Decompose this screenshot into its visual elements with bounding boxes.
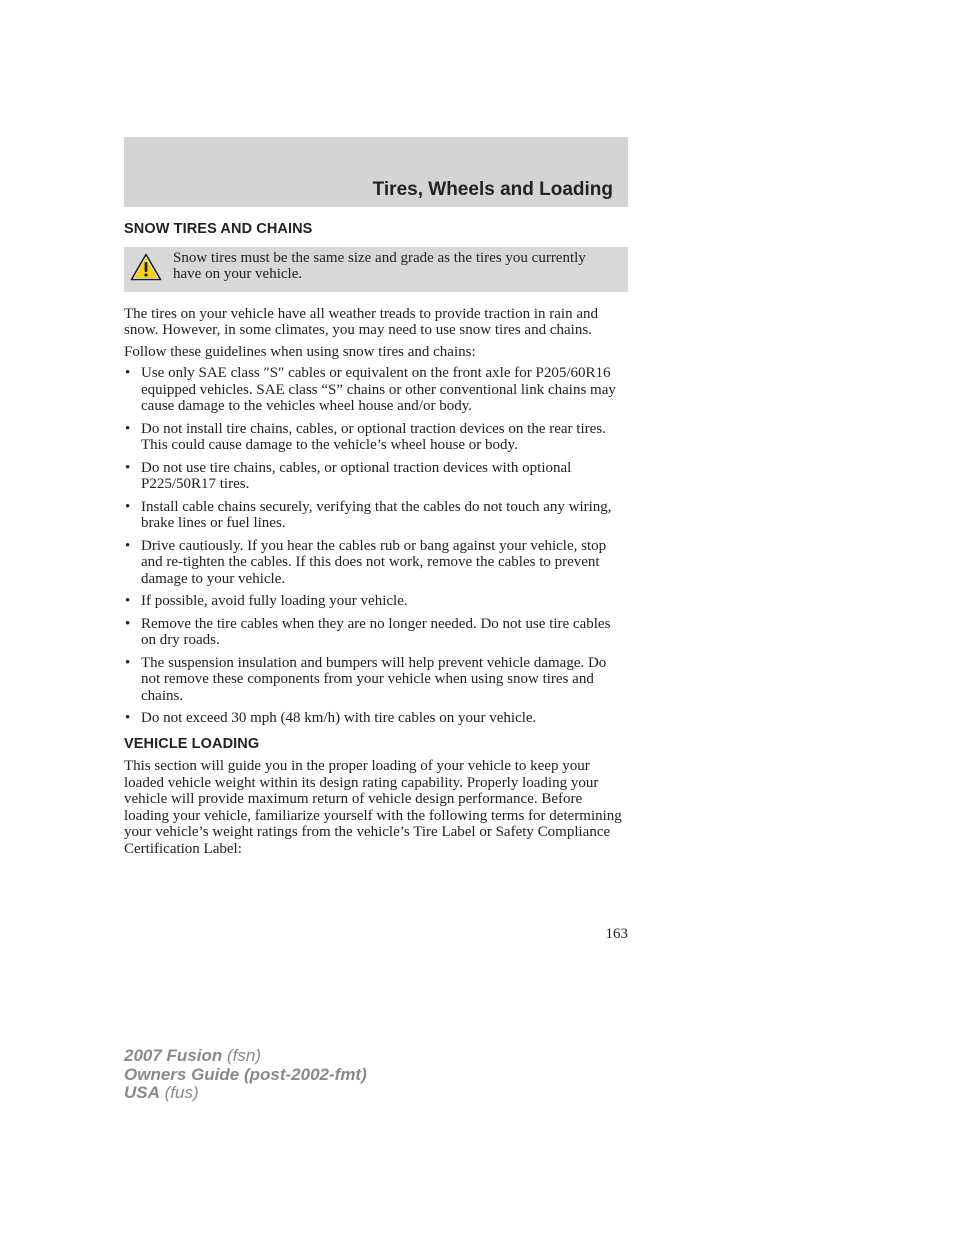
warning-triangle-icon	[130, 253, 162, 281]
footer-market: USA	[124, 1083, 160, 1102]
list-item-text: Do not use tire chains, cables, or optional traction devices with optional P225/50R17 tires.	[141, 459, 572, 492]
list-item-text: Do not exceed 30 mph (48 km/h) with tire cables on your vehicle.	[141, 710, 537, 726]
footer-model: 2007 Fusion	[124, 1046, 223, 1065]
guidelines-list	[124, 365, 628, 727]
bullet-marker: •	[125, 654, 131, 671]
section-heading-vehicle-loading: VEHICLE LOADING	[124, 735, 260, 752]
guidelines-intro: Follow these guidelines when using snow tires and chains:	[124, 343, 476, 360]
bullet-marker: •	[125, 710, 131, 726]
warning-box	[124, 247, 628, 292]
list-item-text: Use only SAE class ″S″ cables or equivalent on the front axle for P205/60R16 equipped vehicles. SAE class “S” chains or other conventional link chains may cause damage to the vehicles wheel house and/or body.	[141, 365, 616, 414]
footer-market-code: (fus)	[164, 1083, 199, 1102]
bullet-marker: •	[125, 459, 131, 476]
list-item	[124, 616, 628, 649]
bullet-marker: •	[125, 593, 131, 609]
page-number: 163	[605, 926, 628, 942]
chapter-title: Tires, Wheels and Loading	[372, 179, 613, 200]
chapter-header	[124, 137, 628, 207]
vehicle-loading-paragraph: This section will guide you in the proper loading of your vehicle to keep your loaded vehicle weight within its design rating capability. Properly loading your vehicle will provide maximum return of vehicle design performance. Before loading your vehicle, familiarize yourself with the following terms for determining your vehicle’s weight ratings from the vehicle’s Tire Label or Safety Compliance Certification Label:	[124, 758, 622, 857]
section-heading-snow-tires: SNOW TIRES AND CHAINS	[124, 221, 313, 237]
list-item-text: If possible, avoid fully loading your vehicle.	[141, 593, 408, 609]
list-item	[124, 593, 628, 610]
document-footer	[124, 1047, 367, 1103]
footer-model-code: (fsn)	[227, 1046, 261, 1065]
list-item	[124, 365, 628, 415]
list-item-text: Drive cautiously. If you hear the cables rub or bang against your vehicle, stop and re-tighten the cables. If this does not work, remove the cables to prevent damage to your vehicle.	[141, 537, 607, 587]
list-item-text: Do not install tire chains, cables, or optional traction devices on the rear tires. This could cause damage to the vehicle’s wheel house or body.	[141, 420, 606, 453]
warning-text: Snow tires must be the same size and grade as the tires you currently have on your vehicle.	[173, 249, 586, 282]
bullet-marker: •	[125, 498, 131, 515]
footer-line-model	[124, 1047, 367, 1066]
list-item	[124, 421, 628, 454]
page-content	[124, 221, 628, 857]
bullet-marker: •	[125, 615, 131, 632]
list-item-text: Remove the tire cables when they are no longer needed. Do not use tire cables on dry roads.	[141, 615, 611, 648]
list-item	[124, 460, 628, 493]
bullet-marker: •	[125, 537, 131, 554]
intro-paragraph: The tires on your vehicle have all weather treads to provide traction in rain and snow. However, in some climates, you may need to use snow tires and chains.	[124, 305, 598, 338]
list-item	[124, 655, 628, 705]
footer-line-market	[124, 1084, 367, 1103]
bullet-marker: •	[125, 420, 131, 437]
list-item	[124, 538, 628, 588]
bullet-marker: •	[125, 365, 131, 381]
footer-line-guide	[124, 1066, 367, 1085]
footer-guide: Owners Guide (post-2002-fmt)	[124, 1064, 367, 1084]
list-item	[124, 710, 628, 727]
list-item-text: The suspension insulation and bumpers will help prevent vehicle damage. Do not remove these components from your vehicle when using snow tires and chains.	[141, 654, 607, 704]
list-item	[124, 499, 628, 532]
list-item-text: Install cable chains securely, verifying that the cables do not touch any wiring, brake lines or fuel lines.	[141, 498, 612, 531]
